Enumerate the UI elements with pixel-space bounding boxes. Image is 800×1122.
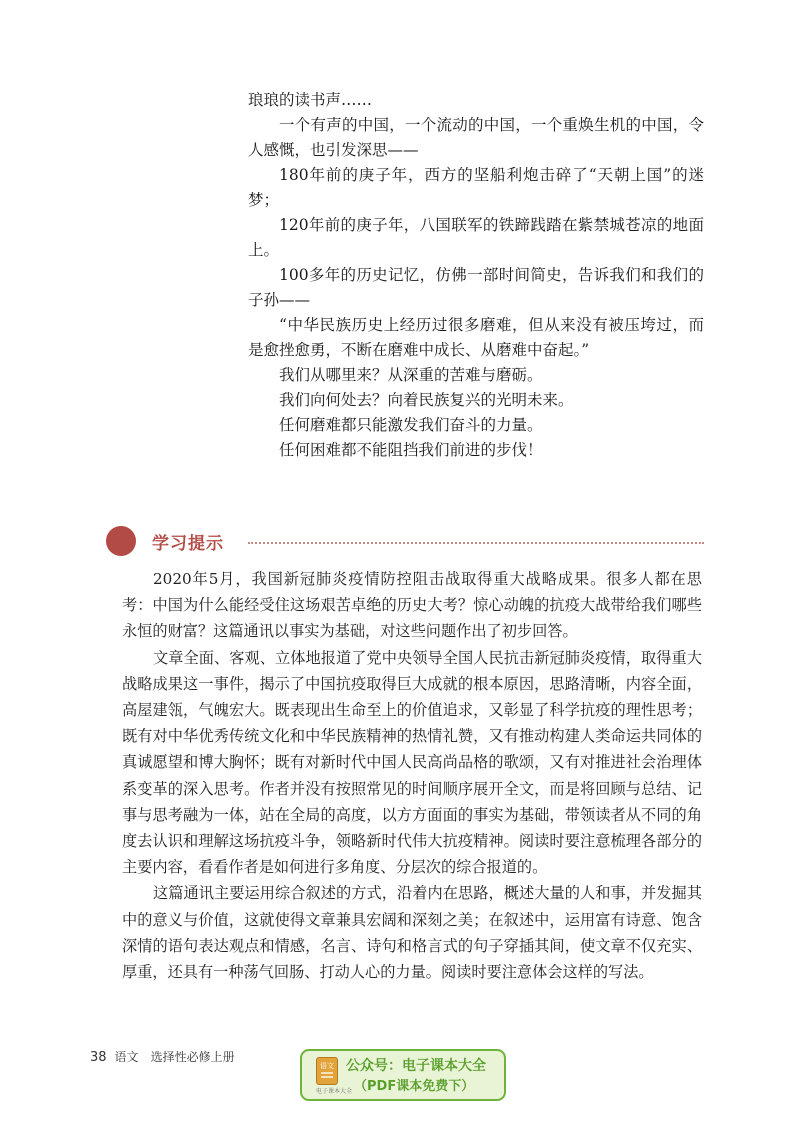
article-paragraph: “中华民族历史上经历过很多磨难，但从来没有被压垮过，而是愈挫愈勇，不断在磨难中成长、从磨难中奋起。” [248, 316, 704, 359]
article-paragraph: 我们向何处去？向着民族复兴的光明未来。 [279, 391, 574, 409]
learning-tips-header [104, 524, 704, 560]
tips-paragraph: 这篇通讯主要运用综合叙述的方式，沿着内在思路，概述大量的人和事，并发掘其中的意义与价值，这就使得文章兼具宏阔和深刻之美；在叙述中，运用富有诗意、饱含深情的语句表达观点和情感，名言、诗句和格言式的句子穿插其间，使文章不仅充实、厚重，还具有一种荡气回肠、打动人心的力量。阅读时要注意体会这样的写法。 [122, 884, 702, 982]
dotted-divider [248, 542, 704, 544]
article-paragraph: 琅琅的读书声…… [248, 91, 373, 109]
book-subject: 语文 [114, 1050, 139, 1064]
tips-paragraph: 文章全面、客观、立体地报道了党中央领导全国人民抗击新冠肺炎疫情，取得重大战略成果这一事件，揭示了中国抗疫取得巨大成就的根本原因，思路清晰，内容全面，高屋建瓴，气魄宏大。既表现出生命至上的价值追求，又彰显了科学抗疫的理性思考；既有对中华优秀传统文化和中华民族精神的热情礼赞，又有推动构建人类命运共同体的真诚愿望和博大胸怀；既有对新时代中国人民高尚品格的歌颂，又有对推进社会治理体系变革的深入思考。作者并没有按照常见的时间顺序展开全文，而是将回顾与总结、记事与思考融为一体，站在全局的高度，以方方面面的事实为基础，带领读者从不同的角度去认识和理解这场抗疫斗争，领略新时代伟大抗疫精神。阅读时要注意梳理各部分的主要内容，看看作者是如何进行多角度、分层次的综合报道的。 [122, 648, 702, 877]
article-paragraph: 180年前的庚子年，西方的坚船利炮击碎了“天朝上国”的迷梦； [248, 166, 704, 209]
book-icon [316, 1057, 338, 1085]
tips-paragraph: 2020年5月，我国新冠肺炎疫情防控阻击战取得重大战略成果。很多人都在思考：中国为什么能经受住这场艰苦卓绝的历史大考？惊心动魄的抗疫大战带给我们哪些永恒的财富？这篇通讯以事实为基础，对这些问题作出了初步回答。 [122, 570, 702, 641]
section-dot-icon [106, 526, 136, 556]
book-volume: 选择性必修上册 [150, 1050, 235, 1064]
article-paragraph: 我们从哪里来？从深重的苦难与磨砺。 [279, 366, 543, 384]
page-number: 38 [90, 1050, 107, 1065]
watermark-stamp [300, 1049, 506, 1101]
article-paragraph: 任何磨难都只能激发我们奋斗的力量。 [279, 416, 543, 434]
article-excerpt [248, 88, 704, 463]
page-footer [90, 1048, 235, 1065]
article-paragraph: 任何困难都不能阻挡我们前进的步伐！ [279, 441, 543, 459]
stamp-small-text: 电子课本大全 [316, 1088, 353, 1095]
stamp-line-1: 公众号：电子课本大全 [346, 1058, 486, 1074]
book-icon-label: 语文 [320, 1062, 334, 1070]
learning-tips-body [122, 566, 702, 985]
article-paragraph: 100多年的历史记忆，仿佛一部时间简史，告诉我们和我们的子孙—— [248, 266, 704, 309]
article-paragraph: 一个有声的中国，一个流动的中国，一个重焕生机的中国，令人感慨，也引发深思—— [248, 116, 704, 159]
article-paragraph: 120年前的庚子年，八国联军的铁蹄践踏在紫禁城苍凉的地面上。 [248, 216, 704, 259]
stamp-line-2: （PDF课本免费下） [354, 1079, 475, 1094]
learning-tips-title: 学习提示 [152, 534, 224, 554]
